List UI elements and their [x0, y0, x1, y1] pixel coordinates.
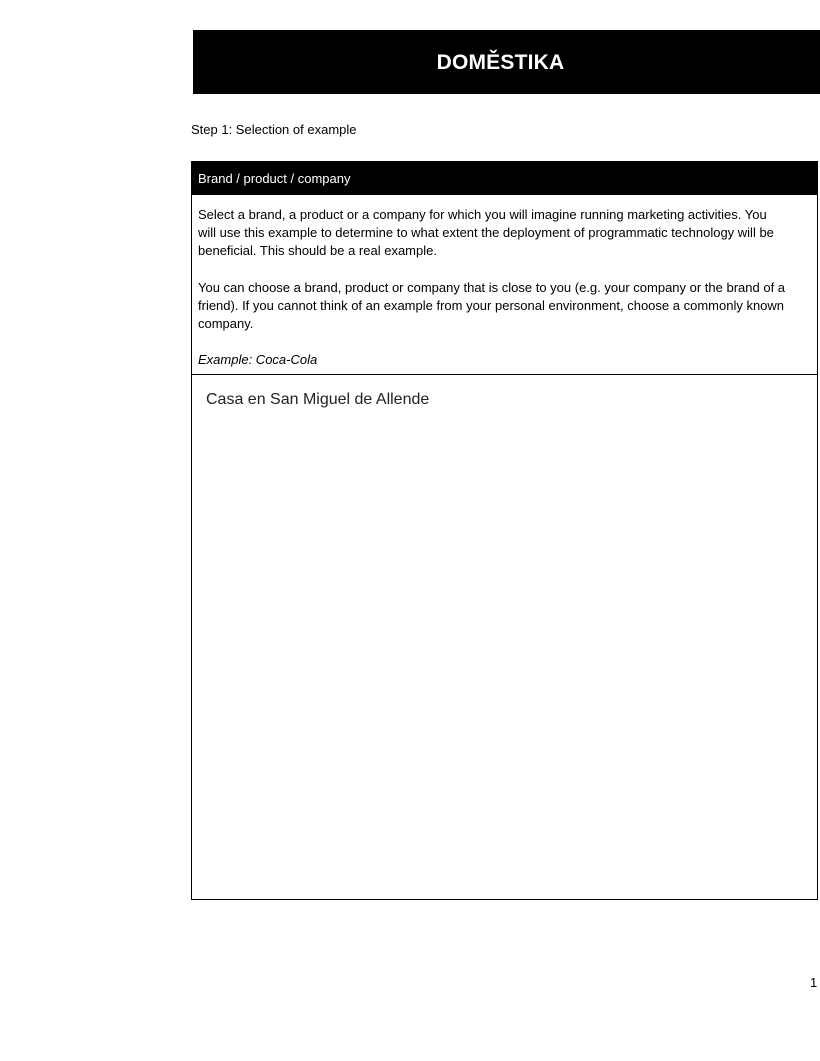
brand-product-company-card	[191, 161, 818, 900]
card-instructions	[192, 195, 817, 375]
answer-field[interactable]	[192, 375, 817, 409]
answer-value: Casa en San Miguel de Allende	[206, 391, 430, 408]
card-header: Brand / product / company	[192, 162, 817, 195]
example-text: Example: Coca-Cola	[198, 352, 318, 368]
domestika-logo: DOMĚSTIKA	[436, 51, 565, 74]
page-number: 1	[810, 975, 818, 990]
header-banner	[193, 30, 820, 94]
instruction-paragraph-1: Select a brand, a product or a company for which you will imagine running marketing activities. You will use this example to determine to what extent the deployment of programmatic technology will be beneficial. This should be a real example.	[198, 207, 774, 259]
instruction-paragraph-2: You can choose a brand, product or company that is close to you (e.g. your company or the brand of a friend). If you cannot think of an example from your personal environment, choose a commonly known company.	[198, 279, 786, 332]
step-title: Step 1: Selection of example	[191, 122, 357, 137]
